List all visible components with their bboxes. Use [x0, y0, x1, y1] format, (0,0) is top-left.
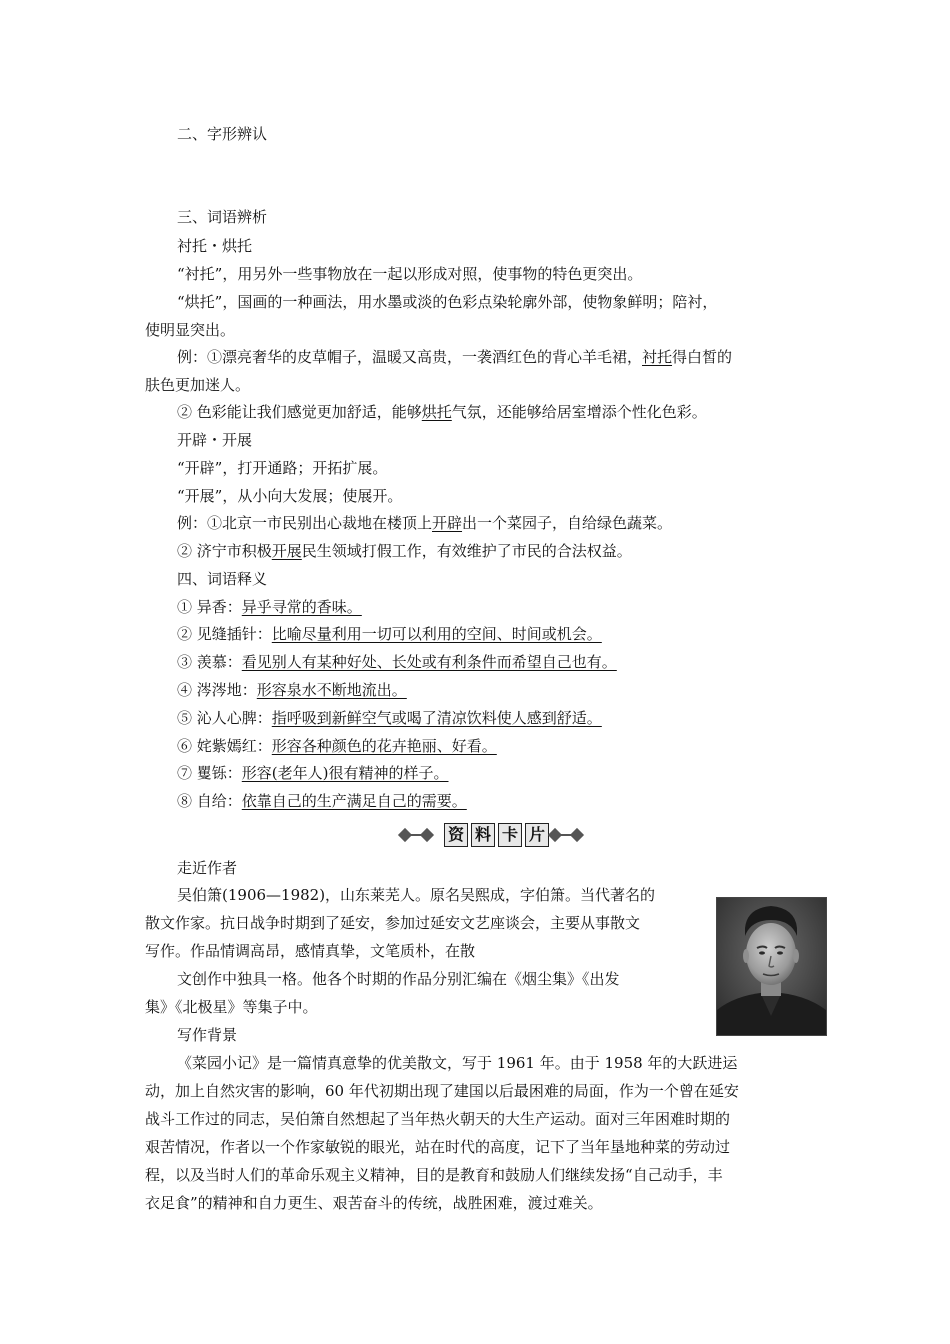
section-4-title: 四、词语释义 [177, 570, 268, 588]
author-portrait [716, 897, 827, 1036]
example-keyword: 开辟 [432, 514, 463, 532]
diamond-icon [570, 828, 584, 842]
glossary-definition: 形容(老年人)很有精神的样子。 [241, 764, 449, 782]
example-text: 气氛，还能够给居室增添个性化色彩。 [451, 403, 707, 421]
glossary-term: ⑧ 自给： [177, 792, 242, 810]
example-line [177, 513, 672, 533]
glossary-definition: 指呼吸到新鲜空气或喝了清凉饮料使人感到舒适。 [271, 709, 602, 727]
glossary-item [177, 597, 362, 617]
background-line: 衣足食”的精神和自力更生、艰苦奋斗的传统，战胜困难，渡过难关。 [145, 1194, 603, 1212]
glossary-item [177, 791, 467, 811]
example-keyword: 开展 [271, 542, 302, 560]
definition-line: “衬托”，用另外一些事物放在一起以形成对照，使事物的特色更突出。 [177, 265, 643, 283]
glossary-term: ① 异香： [177, 598, 242, 616]
glossary-term: ② 见缝插针： [177, 625, 272, 643]
example-line [177, 347, 732, 367]
glossary-item [177, 652, 617, 672]
glossary-term: ⑦ 矍铄： [177, 764, 242, 782]
example-line [177, 402, 707, 422]
section-3-title: 三、词语辨析 [177, 208, 268, 226]
glossary-definition: 比喻尽量利用一切可以利用的空间、时间或机会。 [271, 625, 602, 643]
definition-line: “烘托”，国画的一种画法，用水墨或淡的色彩点染轮廓外部，使物象鲜明；陪衬， [177, 293, 718, 311]
example-keyword: 烘托 [421, 403, 452, 421]
glossary-item [177, 736, 497, 756]
glossary-definition: 看见别人有某种好处、长处或有利条件而希望自己也有。 [241, 653, 617, 671]
definition-line: “开辟”，打开通路；开拓扩展。 [177, 459, 388, 477]
example-text: 例：①漂亮奢华的皮草帽子，温暖又高贵，一袭酒红色的背心羊毛裙， [177, 348, 643, 366]
banner-char: 料 [471, 823, 495, 847]
author-section-title: 走近作者 [177, 859, 238, 877]
example-text: 出一个菜园子，自给绿色蔬菜。 [462, 514, 673, 532]
example-text: 例：①北京一市民别出心裁地在楼顶上 [177, 514, 433, 532]
definition-line: “开展”，从小向大发展；使展开。 [177, 487, 403, 505]
divider [560, 834, 572, 836]
example-line: 肤色更加迷人。 [145, 376, 251, 394]
example-text: 得白皙的 [672, 348, 733, 366]
banner-char: 资 [444, 823, 468, 847]
background-line: 战斗工作过的同志，吴伯箫自然想起了当年热火朝天的大生产运动。面对三年困难时期的 [145, 1110, 731, 1128]
example-line [177, 541, 632, 561]
banner-char: 卡 [498, 823, 522, 847]
info-card-banner [398, 823, 588, 847]
background-line: 艰苦情况，作者以一个作家敏锐的眼光，站在时代的高度，记下了当年垦地种菜的劳动过 [145, 1138, 731, 1156]
author-bio-line: 吴伯箫(1906—1982)，山东莱芜人。原名吴熙成，字伯箫。当代著名的 [177, 886, 656, 904]
glossary-item [177, 624, 602, 644]
word-pair-1-heading: 衬托・烘托 [177, 237, 253, 255]
glossary-term: ③ 羡慕： [177, 653, 242, 671]
author-bio-line: 写作。作品情调高昂，感情真挚，文笔质朴，在散 [145, 942, 476, 960]
glossary-item [177, 708, 602, 728]
glossary-definition: 异乎寻常的香味。 [241, 598, 362, 616]
glossary-term: ⑥ 姹紫嫣红： [177, 737, 272, 755]
author-bio-line: 文创作中独具一格。他各个时期的作品分别汇编在《烟尘集》《出发 [177, 970, 620, 988]
example-text: 民生领域打假工作，有效维护了市民的合法权益。 [301, 542, 632, 560]
glossary-definition: 形容泉水不断地流出。 [256, 681, 407, 699]
banner-char: 片 [525, 823, 549, 847]
glossary-item [177, 680, 407, 700]
example-text: ② 色彩能让我们感觉更加舒适，能够 [177, 403, 422, 421]
word-pair-2-heading: 开辟・开展 [177, 431, 253, 449]
glossary-definition: 形容各种颜色的花卉艳丽、好看。 [271, 737, 497, 755]
glossary-term: ④ 涔涔地： [177, 681, 257, 699]
author-bio-line: 集》《北极星》等集子中。 [145, 998, 318, 1016]
glossary-item [177, 763, 449, 783]
glossary-term: ⑤ 沁人心脾： [177, 709, 272, 727]
diamond-icon [420, 828, 434, 842]
background-section-title: 写作背景 [177, 1026, 238, 1044]
background-line: 动，加上自然灾害的影响，60 年代初期出现了建国以后最困难的局面，作为一个曾在延安 [145, 1082, 739, 1100]
background-line: 《菜园小记》是一篇情真意挚的优美散文，写于 1961 年。由于 1958 年的大跃进运 [177, 1054, 738, 1072]
example-text: ② 济宁市积极 [177, 542, 272, 560]
author-bio-line: 散文作家。抗日战争时期到了延安，参加过延安文艺座谈会，主要从事散文 [145, 914, 641, 932]
glossary-definition: 依靠自己的生产满足自己的需要。 [241, 792, 467, 810]
definition-line: 使明显突出。 [145, 321, 236, 339]
divider [410, 834, 422, 836]
section-2-title: 二、字形辨认 [177, 125, 268, 143]
example-keyword: 衬托 [642, 348, 673, 366]
background-line: 程，以及当时人们的革命乐观主义精神，目的是教育和鼓励人们继续发扬“自己动手，丰 [145, 1166, 723, 1184]
